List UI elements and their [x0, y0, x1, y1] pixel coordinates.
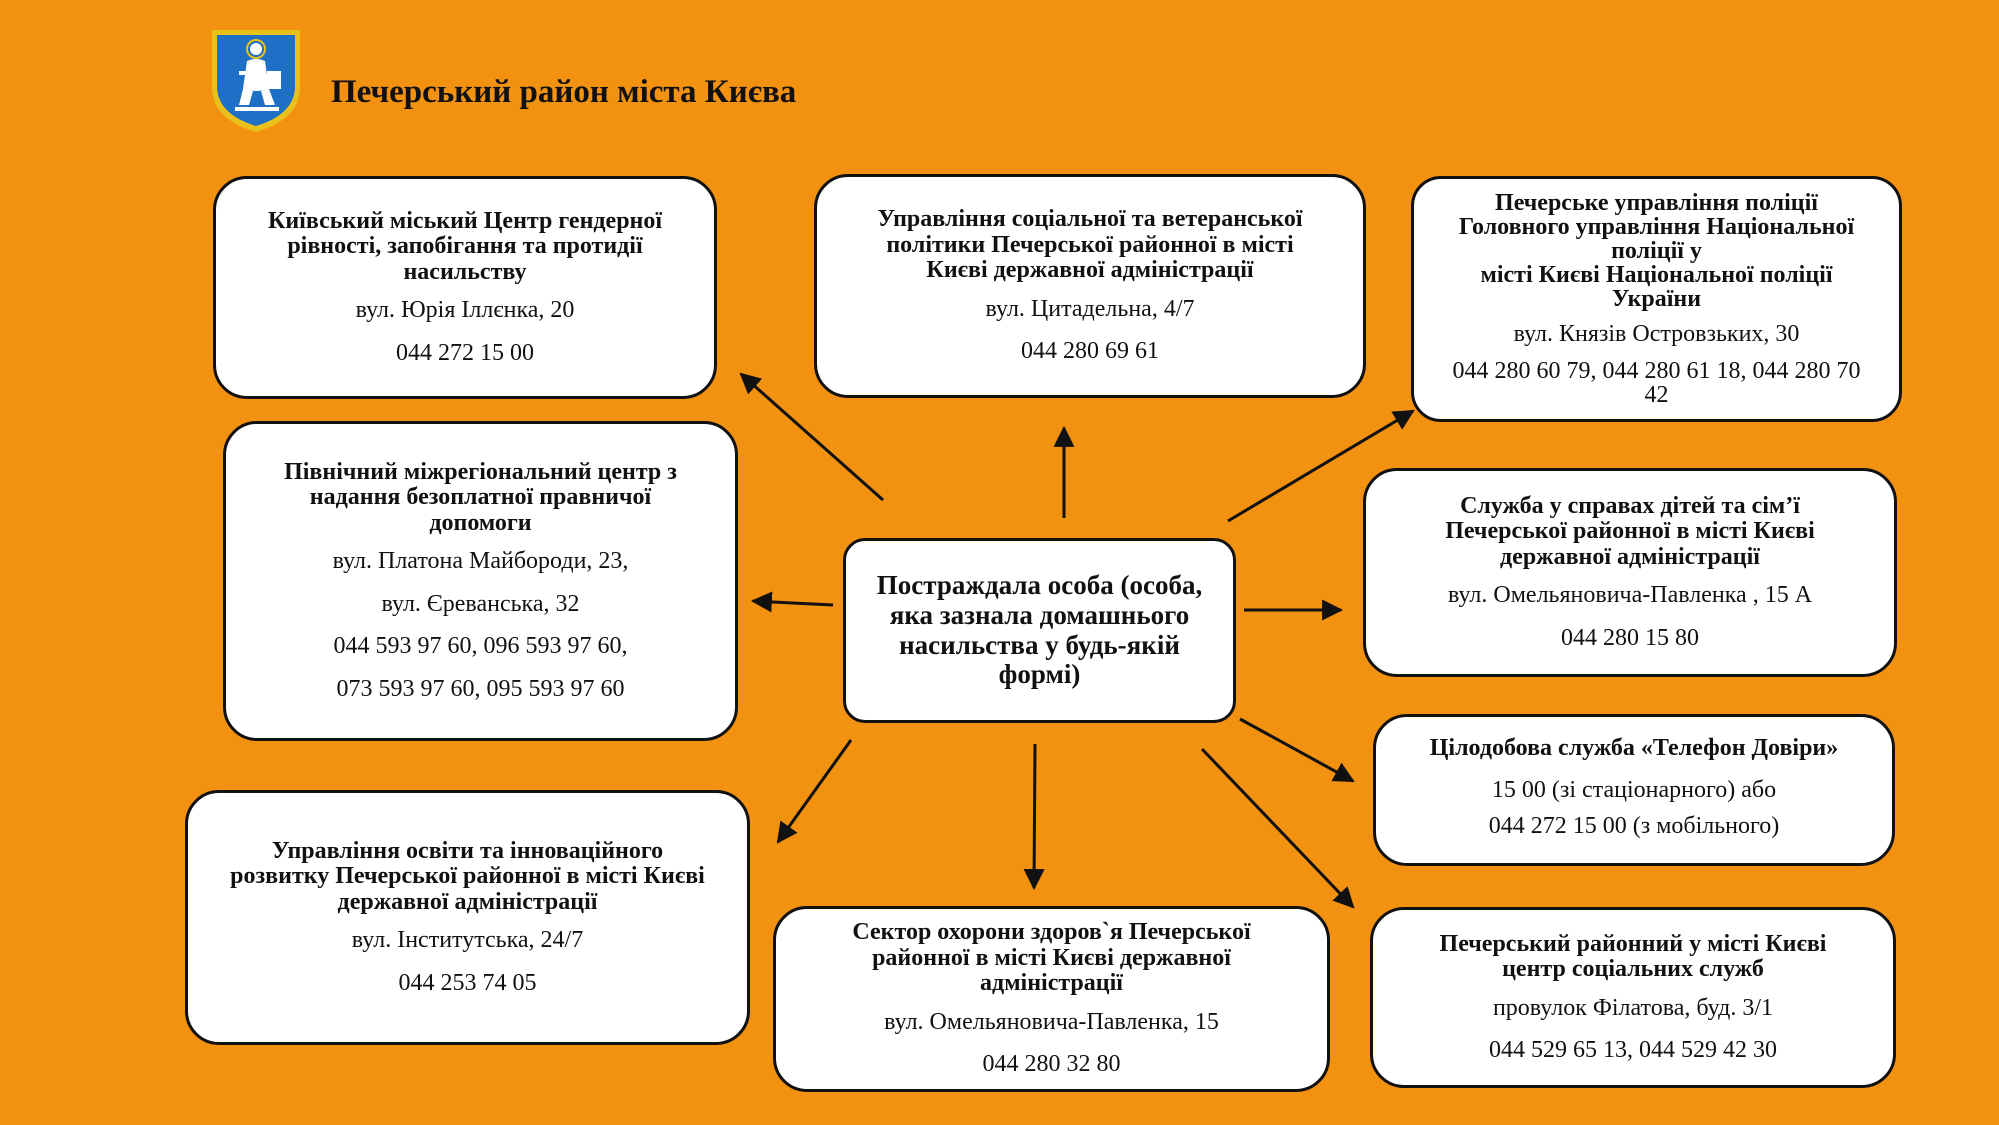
org-phone: 044 280 69 61 — [1021, 338, 1159, 365]
arrow-to-health — [1034, 744, 1035, 888]
org-hotline — [1373, 714, 1895, 866]
org-phone: 044 593 97 60, 096 593 97 60, — [333, 633, 628, 660]
org-title: Служба у справах дітей та сім’ї Печерської районної в місті Києві державної адміністрації — [1445, 492, 1815, 570]
victim-node — [843, 538, 1236, 723]
org-phone: 073 593 97 60, 095 593 97 60 — [336, 675, 625, 702]
org-address: вул. Омельяновича-Павленка , 15 А — [1447, 582, 1813, 609]
org-address: вул. Цитадельна, 4/7 — [985, 295, 1195, 322]
org-address: вул. Князів Островзьких, 30 — [1513, 321, 1800, 348]
org-address: вул. Єреванська, 32 — [381, 590, 580, 617]
org-address: вул. Омельяновича-Павленка, 15 — [884, 1008, 1219, 1035]
org-phone: 044 529 65 13, 044 529 42 30 — [1489, 1036, 1777, 1063]
org-gender-center — [213, 176, 717, 399]
org-legal-aid — [223, 421, 738, 741]
org-education — [185, 790, 750, 1045]
org-title: Печерське управління поліції Головного управління Національної поліції у місті Києві Національної поліції України — [1458, 190, 1855, 313]
org-phone: 15 00 (зі стаціонарного) або 044 272 15 00 (з мобільного) — [1488, 776, 1780, 839]
org-title: Сектор охорони здоров`я Печерської районної в місті Києві державної адміністрації — [852, 919, 1251, 997]
org-title: Управління соціальної та ветеранської політики Печерської районної в місті Києві державної адміністрації — [877, 206, 1303, 284]
org-address: провулок Філатова, буд. 3/1 — [1492, 994, 1774, 1021]
org-phone: 044 253 74 05 — [398, 969, 537, 996]
org-title: Печерський районний у місті Києві центр соціальних служб — [1439, 930, 1827, 983]
org-phone: 044 280 60 79, 044 280 61 18, 044 280 70 42 — [1452, 357, 1861, 408]
arrow-to-hotline — [1240, 719, 1353, 781]
org-address: вул. Інститутська, 24/7 — [351, 927, 584, 954]
org-children-service — [1363, 468, 1897, 677]
org-health — [773, 906, 1330, 1092]
org-title: Управління освіти та інноваційного розвитку Печерської районної в місті Києві державної адміністрації — [230, 837, 705, 915]
org-social-policy — [814, 174, 1366, 398]
org-phone: 044 272 15 00 — [396, 339, 534, 366]
victim-node-label: Постраждала особа (особа, яка зазнала домашнього насильства у будь-якій формі) — [876, 570, 1203, 690]
org-address: вул. Юрія Іллєнка, 20 — [355, 297, 575, 324]
org-social-services — [1370, 907, 1896, 1088]
org-address: вул. Платона Майбороди, 23, — [332, 548, 629, 575]
arrow-to-legal-aid — [753, 601, 833, 605]
org-title: Північний міжрегіональний центр з надання безоплатної правничої допомоги — [284, 458, 677, 536]
arrow-to-education — [778, 740, 851, 842]
arrow-to-social-services — [1202, 749, 1353, 907]
org-police — [1411, 176, 1902, 422]
org-title: Київський міський Центр гендерної рівності, запобігання та протидії насильству — [267, 207, 663, 285]
org-phone: 044 280 32 80 — [982, 1051, 1121, 1078]
page-title: Печерський район міста Києва — [331, 74, 797, 110]
org-title: Цілодобова служба «Телефон Довіри» — [1429, 735, 1839, 762]
org-phone: 044 280 15 80 — [1561, 624, 1699, 651]
